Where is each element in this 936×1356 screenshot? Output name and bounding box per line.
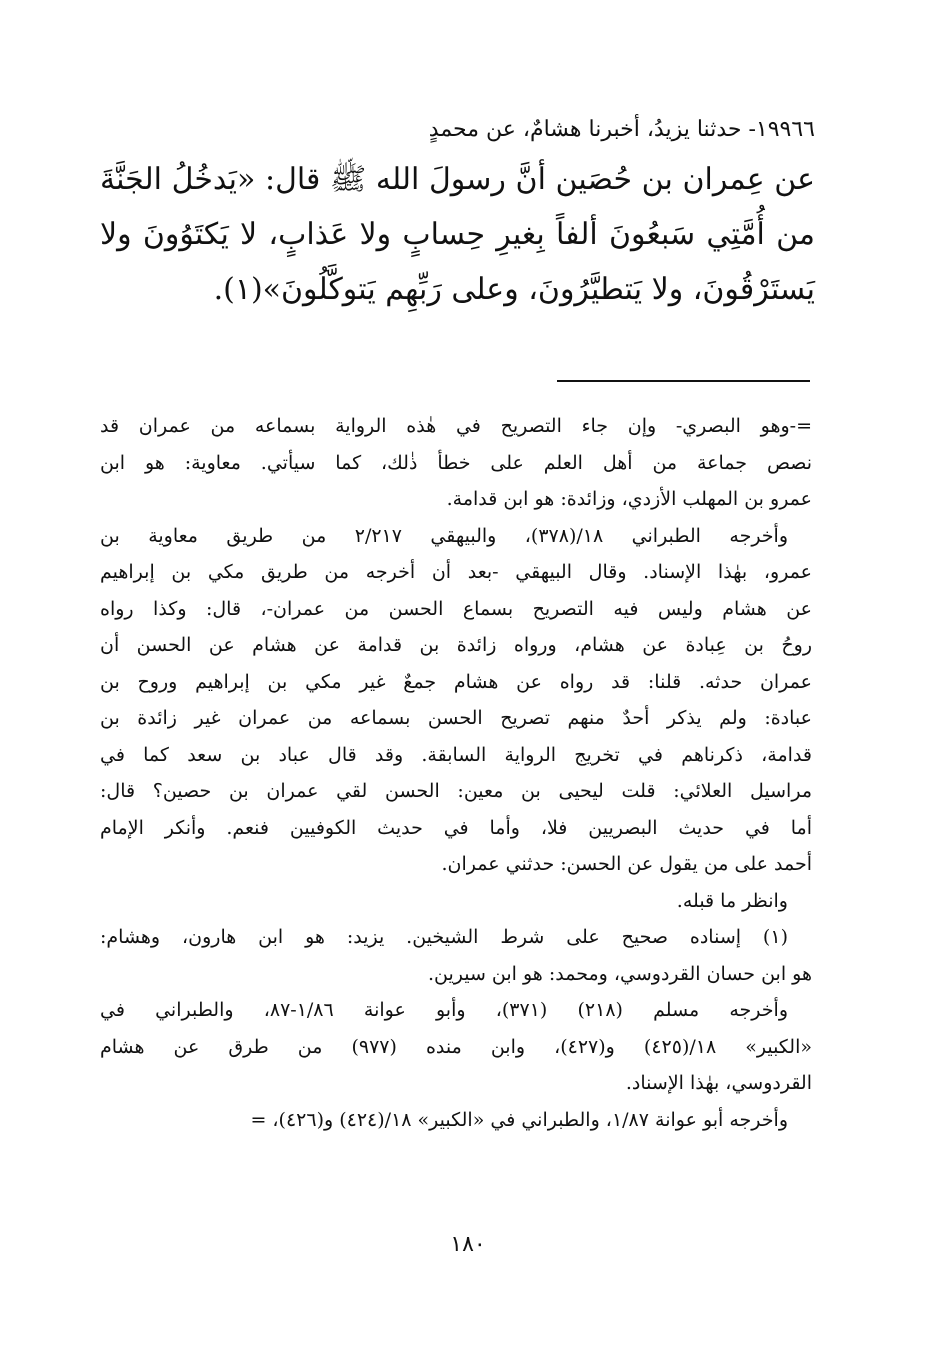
footnote-line: أما في حديث البصريين فلا، وأما في حديث الكوفيين فنعم. وأنكر الإمام	[100, 816, 812, 839]
footnote-line: عبادة: ولم يذكر أحدٌ منهم تصريح الحسن بسماعه من عمران غير زائدة بن	[100, 707, 812, 729]
footnote-paragraph	[100, 1102, 812, 1139]
footnote-line: عمرو بن المهلب الأزدي، وزائدة: هو ابن قدامة.	[446, 488, 812, 510]
footnote-line: عمران حدثه. قلنا: قد رواه عن هشام جمعٌ غير مكي بن إبراهيم وروح بن	[100, 670, 812, 693]
footnote-paragraph	[100, 919, 812, 992]
hadith-line-2: من أُمَّتِي سَبعُونَ ألفاً بِغيرِ حِسابٍ ولا عَذابٍ، لا يَكتَوُونَ ولا	[100, 217, 815, 252]
footnote-line: القردوسي، بهٰذا الإسناد.	[625, 1072, 812, 1094]
footnote-line: قدامة، ذكرناهم في تخريج الرواية السابقة. وقد قال عباد بن سعد كما في	[100, 743, 812, 766]
footnotes	[100, 408, 812, 1138]
footnote-line: وأخرجه الطبراني ١٨/(٣٧٨)، والبيهقي ٢/٢١٧ من طريق معاوية بن	[100, 524, 789, 547]
footnote-paragraph	[100, 408, 812, 518]
footnote-paragraph	[100, 883, 812, 920]
footnote-line: هو ابن حسان القردوسي، ومحمد: هو ابن سيرين.	[427, 962, 812, 985]
footnote-line: =-وهو البصري- وإن جاء التصريح في هٰذه الرواية بسماعه من عمران قد	[100, 415, 812, 437]
footnote-line: وأخرجه أبو عوانة ١/٨٧، والطبراني في «الكبير» ١٨/(٤٢٤) و(٤٢٦)، =	[250, 1108, 788, 1131]
footnote-paragraph	[100, 992, 812, 1102]
hadith-text	[100, 152, 815, 317]
footnote-paragraph	[100, 518, 812, 883]
footnote-line: أحمد على من يقول عن الحسن: حدثني عمران.	[441, 853, 812, 875]
footnote-divider	[557, 380, 810, 382]
footnote-line: مراسيل العلائي: قلت ليحيى بن معين: الحسن لقي عمران بن حصين؟ قال:	[100, 780, 812, 802]
hadith-line-3: يَستَرْقُونَ، ولا يَتطيَّرُونَ، وعلى رَبِّهِم يَتوكَّلُونَ»(١).	[213, 272, 815, 307]
footnote-line: وانظر ما قبله.	[676, 889, 788, 912]
footnote-line: «الكبير» ١٨/(٤٢٥) و(٤٢٧)، وابن منده (٩٧٧) من طرق عن هشام	[100, 1035, 812, 1058]
footnote-line: نصص جماعة من أهل العلم على خطأ ذٰلك، كما سيأتي. معاوية: هو ابن	[100, 451, 812, 474]
footnote-line: (١) إسناده صحيح على شرط الشيخين. يزيد: هو ابن هارون، وهشام:	[100, 926, 788, 948]
footnote-line: وأخرجه مسلم (٢١٨) (٣٧١)، وأبو عوانة ١/٨٦-٨٧، والطبراني في	[100, 999, 788, 1021]
hadith-line-1: عن عِمران بن حُصَين أنَّ رسولَ الله ﷺ قال: «يَدخُلُ الجَنَّةَ	[100, 162, 815, 197]
hadith-header: ١٩٩٦٦- حدثنا يزيدُ، أخبرنا هشامٌ، عن محمدٍ	[428, 117, 815, 142]
footnote-line: عمرو، بهٰذا الإسناد. وقال البيهقي -بعد أن أخرجه من طريق مكي بن إبراهيم	[100, 561, 812, 583]
page-number: ١٨٠	[450, 1232, 486, 1257]
footnote-line: عن هشام وليس فيه التصريح بسماع الحسن من عمران-، قال: وكذا رواه	[100, 597, 812, 620]
hadith-block	[100, 110, 815, 317]
footnote-line: روحُ بن عِبادة عن هشام، ورواه زائدة بن قدامة عن هشام عن الحسن أن	[100, 634, 812, 656]
